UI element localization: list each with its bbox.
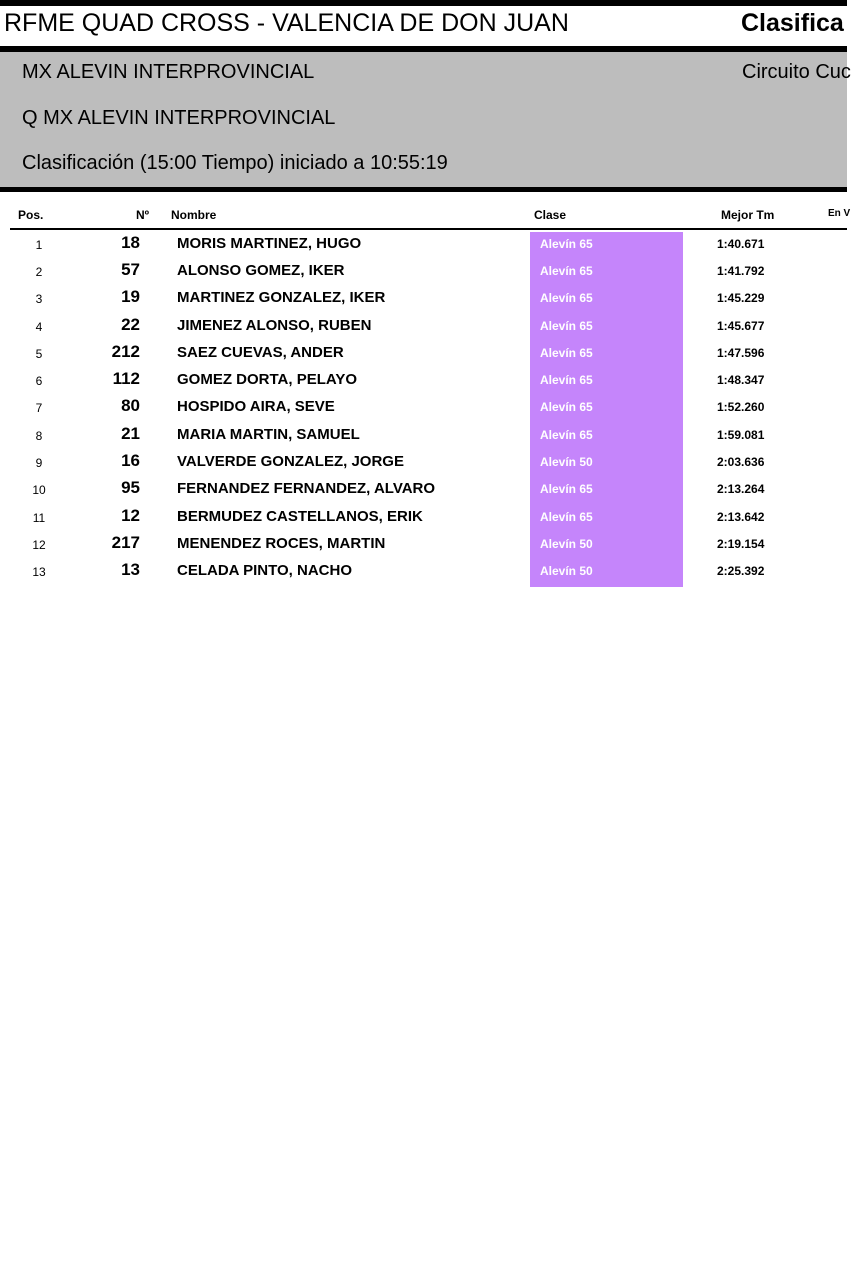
rider-class: Alevín 65 [540, 291, 593, 305]
best-time: 1:48.347 [717, 373, 765, 387]
document-type: Clasifica [741, 9, 844, 37]
rider-class: Alevín 65 [540, 428, 593, 442]
best-time: 1:47.596 [717, 346, 765, 360]
rider-number: 16 [121, 451, 140, 470]
rider-class: Alevín 65 [540, 510, 593, 524]
table-row [0, 449, 847, 476]
position: 1 [35, 238, 43, 252]
rider-number: 13 [121, 560, 140, 579]
rider-class: Alevín 65 [540, 319, 593, 333]
rider-number: 217 [111, 533, 140, 552]
rider-name: SAEZ CUEVAS, ANDER [177, 344, 344, 361]
divider [0, 187, 847, 192]
position: 10 [32, 483, 46, 497]
position: 13 [32, 565, 46, 579]
best-time: 2:13.642 [717, 510, 765, 524]
session-label: Clasificación (15:00 Tiempo) iniciado a 10:55:19 [22, 152, 448, 174]
table-row [0, 340, 847, 367]
table-row [0, 476, 847, 503]
rider-number: 18 [121, 233, 140, 252]
rider-class: Alevín 65 [540, 400, 593, 414]
best-time: 1:41.792 [717, 264, 765, 278]
column-header-class: Clase [534, 208, 567, 222]
rider-name: ALONSO GOMEZ, IKER [177, 262, 345, 279]
class-label: Q MX ALEVIN INTERPROVINCIAL [22, 107, 336, 129]
table-row [0, 558, 847, 585]
position: 12 [32, 538, 46, 552]
column-header-on-lap: En V [828, 208, 851, 219]
table-row [0, 422, 847, 449]
best-time: 2:25.392 [717, 564, 765, 578]
session-info-panel [0, 52, 851, 187]
position: 8 [35, 429, 43, 443]
category-label: MX ALEVIN INTERPROVINCIAL [22, 61, 315, 83]
rider-number: 12 [121, 506, 140, 525]
best-time: 2:13.264 [717, 482, 765, 496]
position: 6 [35, 374, 43, 388]
header-rule [10, 228, 847, 230]
rider-number: 80 [121, 396, 140, 415]
rider-name: MARTINEZ GONZALEZ, IKER [177, 289, 386, 306]
table-row [0, 531, 847, 558]
position: 7 [35, 401, 43, 415]
rider-class: Alevín 65 [540, 237, 593, 251]
rider-name: JIMENEZ ALONSO, RUBEN [177, 317, 372, 334]
best-time: 2:19.154 [717, 537, 765, 551]
table-row [0, 231, 847, 258]
table-row [0, 394, 847, 421]
table-row [0, 285, 847, 312]
rider-class: Alevín 65 [540, 482, 593, 496]
rider-class: Alevín 65 [540, 373, 593, 387]
rider-name: MORIS MARTINEZ, HUGO [177, 235, 362, 252]
position: 5 [35, 347, 43, 361]
rider-class: Alevín 50 [540, 564, 593, 578]
rider-class: Alevín 65 [540, 264, 593, 278]
best-time: 1:45.229 [717, 291, 765, 305]
position: 3 [35, 292, 43, 306]
column-header-pos: Pos. [18, 208, 44, 222]
table-row [0, 504, 847, 531]
rider-name: GOMEZ DORTA, PELAYO [177, 371, 358, 388]
table-row [0, 313, 847, 340]
rider-name: FERNANDEZ FERNANDEZ, ALVARO [177, 480, 436, 497]
rider-name: MARIA MARTIN, SAMUEL [177, 426, 360, 443]
best-time: 1:45.677 [717, 319, 765, 333]
best-time: 1:40.671 [717, 237, 765, 251]
column-header-best-time: Mejor Tm [721, 208, 775, 222]
event-title: RFME QUAD CROSS - VALENCIA DE DON JUAN [4, 9, 569, 37]
best-time: 1:52.260 [717, 400, 765, 414]
rider-class: Alevín 50 [540, 537, 593, 551]
rider-number: 19 [121, 287, 140, 306]
rider-name: CELADA PINTO, NACHO [177, 562, 353, 579]
rider-number: 21 [121, 424, 140, 443]
position: 11 [32, 511, 46, 525]
column-header-name: Nombre [171, 208, 217, 222]
column-header-number: Nº [136, 208, 150, 222]
rider-number: 22 [121, 315, 140, 334]
rider-number: 212 [111, 342, 140, 361]
rider-class: Alevín 65 [540, 346, 593, 360]
position: 9 [35, 456, 43, 470]
rider-name: VALVERDE GONZALEZ, JORGE [177, 453, 404, 470]
rider-name: MENENDEZ ROCES, MARTIN [177, 535, 386, 552]
best-time: 1:59.081 [717, 428, 765, 442]
best-time: 2:03.636 [717, 455, 765, 469]
title-bar [0, 6, 847, 46]
circuit-label: Circuito Cuc [742, 61, 851, 83]
table-row [0, 258, 847, 285]
rider-name: HOSPIDO AIRA, SEVE [177, 398, 335, 415]
rider-name: BERMUDEZ CASTELLANOS, ERIK [177, 508, 423, 525]
rider-number: 57 [121, 260, 140, 279]
rider-class: Alevín 50 [540, 455, 593, 469]
rider-number: 112 [112, 369, 140, 388]
position: 2 [35, 265, 43, 279]
table-row [0, 367, 847, 394]
position: 4 [35, 320, 43, 334]
rider-number: 95 [121, 478, 140, 497]
